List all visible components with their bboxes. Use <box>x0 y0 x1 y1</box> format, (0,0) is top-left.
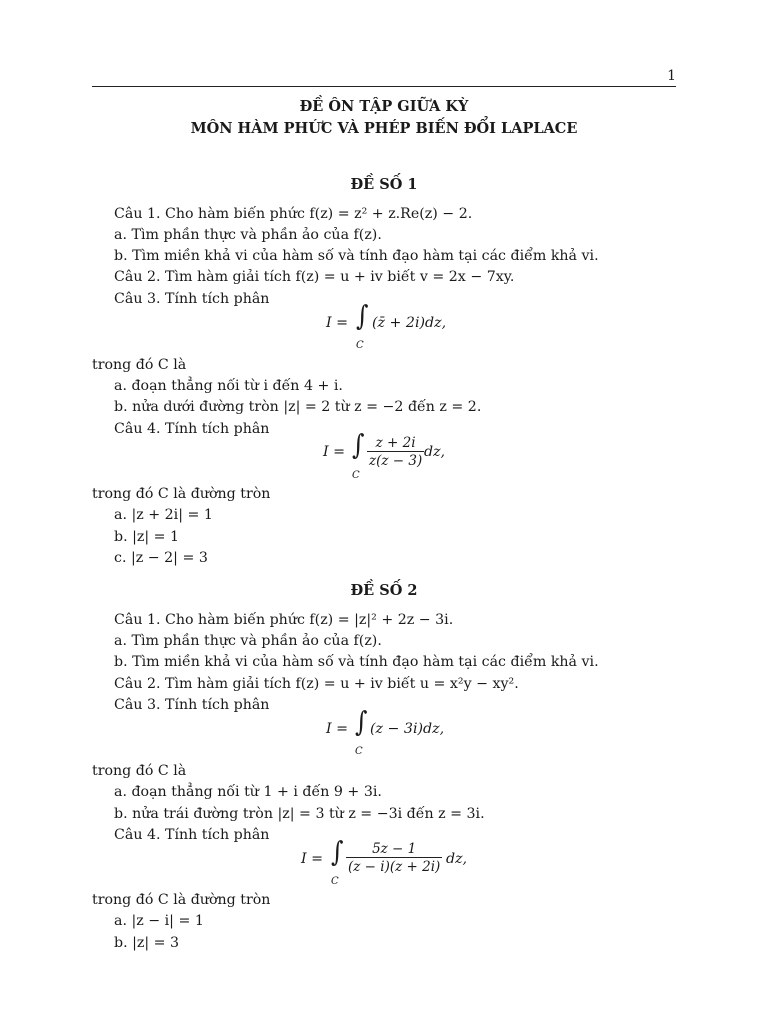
fraction-denominator: (z − i)(z + 2i) <box>348 859 441 875</box>
de2-q2: Câu 2. Tìm hàm giải tích f(z) = u + iv biết u = x²y − xy². <box>114 676 519 692</box>
contour-label: C <box>352 470 360 481</box>
de1-q4: Câu 4. Tính tích phân <box>114 421 270 437</box>
integral-sign: ∫ <box>331 835 344 869</box>
integral-sign: ∫ <box>352 428 365 462</box>
de1-q3a: a. đoạn thẳng nối từ i đến 4 + i. <box>114 378 343 394</box>
de1-q1: Câu 1. Cho hàm biến phức f(z) = z² + z.Re(z) − 2. <box>114 206 473 222</box>
de1-q3: Câu 3. Tính tích phân <box>114 291 270 307</box>
eq-lhs: I = <box>326 721 349 737</box>
header-rule <box>92 86 676 87</box>
title-line-2: MÔN HÀM PHỨC VÀ PHÉP BIẾN ĐỔI LAPLACE <box>190 120 578 137</box>
de2-q3-where: trong đó C là <box>92 763 187 779</box>
contour-label: C <box>356 340 364 351</box>
de1-q1b: b. Tìm miền khả vi của hàm số và tính đạo hàm tại các điểm khả vi. <box>114 248 599 264</box>
de2-q4b: b. |z| = 3 <box>114 935 180 951</box>
de1-q3-where: trong đó C là <box>92 357 187 373</box>
fraction-numerator: z + 2i <box>375 435 416 451</box>
eq-body: (z − 3i)dz, <box>370 721 445 737</box>
de2-q4a: a. |z − i| = 1 <box>114 913 204 929</box>
eq-body: (z̄ + 2i)dz, <box>372 315 447 331</box>
de2-q3: Câu 3. Tính tích phân <box>114 697 270 713</box>
contour-label: C <box>355 746 363 757</box>
de1-q4b: b. |z| = 1 <box>114 529 180 545</box>
de1-q3b: b. nửa dưới đường tròn |z| = 2 từ z = −2 đến z = 2. <box>114 399 482 415</box>
de1-q2: Câu 2. Tìm hàm giải tích f(z) = u + iv biết v = 2x − 7xy. <box>114 269 515 285</box>
de2-q4-where: trong đó C là đường tròn <box>92 892 271 908</box>
eq-tail: dz, <box>446 851 468 867</box>
eq-fraction <box>367 435 424 469</box>
fraction-numerator: 5z − 1 <box>372 841 417 857</box>
de1-q4c: c. |z − 2| = 3 <box>114 550 208 566</box>
de2-q4: Câu 4. Tính tích phân <box>114 827 270 843</box>
de2-q3b: b. nửa trái đường tròn |z| = 3 từ z = −3i đến z = 3i. <box>114 806 485 822</box>
de2-q1b: b. Tìm miền khả vi của hàm số và tính đạo hàm tại các điểm khả vi. <box>114 654 599 670</box>
de1-q4-where: trong đó C là đường tròn <box>92 486 271 502</box>
eq-lhs: I = <box>301 851 324 867</box>
page-number: 1 <box>667 68 676 84</box>
integral-sign: ∫ <box>355 705 368 739</box>
eq-lhs: I = <box>326 315 349 331</box>
eq-lhs: I = <box>323 444 346 460</box>
de1-heading: ĐỀ SỐ 1 <box>350 176 418 193</box>
de2-q1: Câu 1. Cho hàm biến phức f(z) = |z|² + 2z − 3i. <box>114 612 454 628</box>
eq-fraction <box>346 841 442 875</box>
integral-sign: ∫ <box>356 299 369 333</box>
title-line-1: ĐỀ ÔN TẬP GIỮA KỲ <box>299 98 469 115</box>
eq-tail: dz, <box>424 444 446 460</box>
de2-heading: ĐỀ SỐ 2 <box>350 582 418 599</box>
contour-label: C <box>331 876 339 887</box>
de2-q3a: a. đoạn thẳng nối từ 1 + i đến 9 + 3i. <box>114 784 382 800</box>
de2-q1a: a. Tìm phần thực và phần ảo của f(z). <box>114 633 382 649</box>
fraction-denominator: z(z − 3) <box>369 453 423 469</box>
de1-q4a: a. |z + 2i| = 1 <box>114 507 213 523</box>
de1-q1a: a. Tìm phần thực và phần ảo của f(z). <box>114 227 382 243</box>
